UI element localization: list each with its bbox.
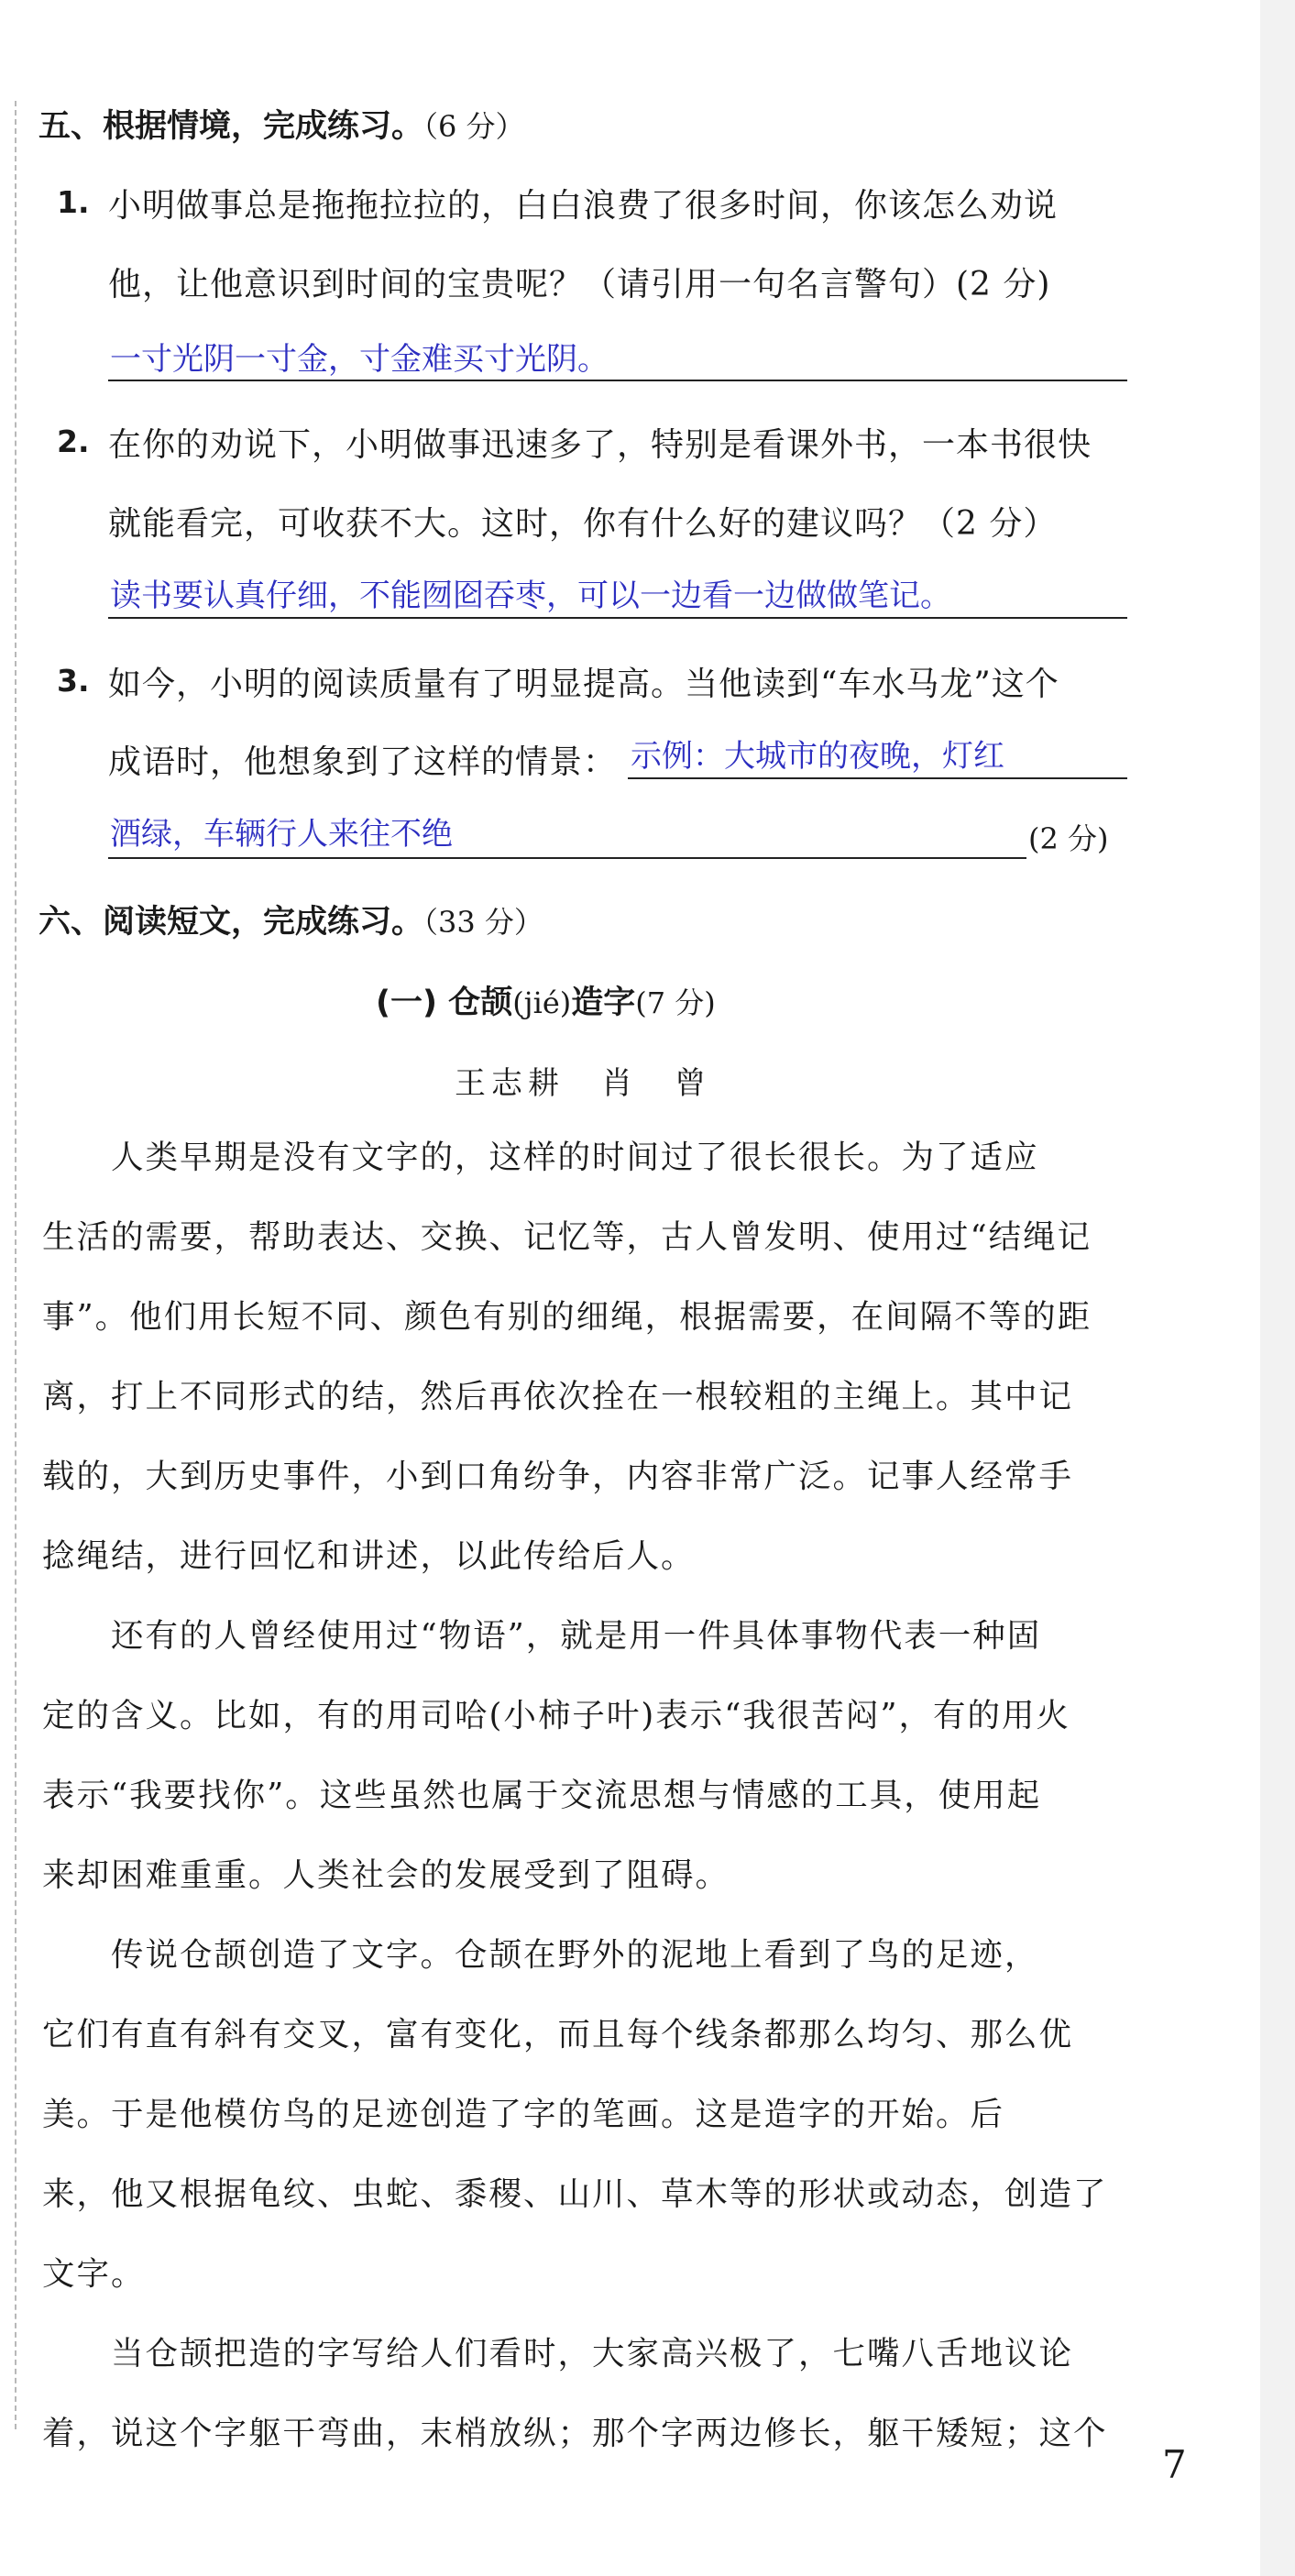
- passage-line: 传说仓颉创造了文字。仓颉在野外的泥地上看到了鸟的足迹，: [42, 1936, 1039, 1974]
- question-2-line-1: 在你的劝说下，小明做事迅速多了，特别是看课外书，一本书很快: [108, 426, 1092, 464]
- section-6-title: 六、阅读短文，完成练习。: [38, 904, 424, 941]
- question-2-answer[interactable]: 读书要认真仔细，不能囫囵吞枣，可以一边看一边做做笔记。: [110, 578, 951, 614]
- question-3-score: (2 分): [1028, 821, 1109, 856]
- section-5-heading: [38, 101, 525, 147]
- question-3-answer-part-2[interactable]: 酒绿，车辆行人来往不绝: [110, 816, 453, 853]
- question-2-answer-line: [108, 617, 1127, 619]
- question-3-number: 3.: [57, 663, 90, 699]
- question-2-line-2: 就能看完，可收获不大。这时，你有什么好的建议吗？（2 分）: [108, 505, 1058, 543]
- passage-line: 当仓颉把造的字写给人们看时，大家高兴极了，七嘴八舌地议论: [42, 2335, 1074, 2372]
- passage-line: 美。于是他模仿鸟的足迹创造了字的笔画。这是造字的开始。后: [42, 2096, 1005, 2133]
- passage-line: 载的，大到历史事件，小到口角纷争，内容非常广泛。记事人经常手: [42, 1458, 1074, 1495]
- page-number: 7: [1162, 2442, 1187, 2487]
- question-3-answer-line-2: [108, 857, 1026, 859]
- question-1-number: 1.: [57, 184, 90, 220]
- passage-line: 生活的需要，帮助表达、交换、记忆等，古人曾发明、使用过“结绳记: [42, 1218, 1092, 1256]
- question-1-line-2: 他，让他意识到时间的宝贵呢？（请引用一句名言警句）(2 分): [108, 266, 1051, 303]
- section-6-heading: [38, 897, 543, 942]
- passage-line: 人类早期是没有文字的，这样的时间过了很长很长。为了适应: [42, 1139, 1039, 1176]
- reading-score: (7 分): [635, 985, 716, 1020]
- question-1-answer-line: [108, 380, 1127, 381]
- passage-line: 离，打上不同形式的结，然后再依次拴在一根较粗的主绳上。其中记: [42, 1378, 1074, 1415]
- binding-margin-line: [15, 101, 16, 2429]
- question-2-number: 2.: [57, 424, 90, 459]
- passage-line: 事”。他们用长短不同、颜色有别的细绳，根据需要，在间隔不等的距: [42, 1298, 1092, 1336]
- question-1-line-1: 小明做事总是拖拖拉拉的，白白浪费了很多时间，你该怎么劝说: [108, 187, 1059, 225]
- reading-title-part-1: (一) 仓颉: [376, 985, 513, 1021]
- question-3-line-2: 成语时，他想象到了这样的情景：: [108, 743, 618, 781]
- passage-line: 捻绳结，进行回忆和讲述，以此传给后人。: [42, 1537, 696, 1575]
- passage-line: 它们有直有斜有交叉，富有变化，而且每个线条都那么均匀、那么优: [42, 2016, 1074, 2053]
- passage-line: 着，说这个字躯干弯曲，末梢放纵；那个字两边修长，躯干矮短；这个: [42, 2415, 1108, 2452]
- passage-line: 来却困难重重。人类社会的发展受到了阻碍。: [42, 1856, 730, 1894]
- section-5-title: 五、根据情境，完成练习。: [38, 108, 424, 145]
- passage-line: 定的含义。比如，有的用司哈(小柿子叶)表示“我很苦闷”，有的用火: [42, 1697, 1070, 1734]
- passage-line: 文字。: [42, 2255, 146, 2293]
- passage-line: 还有的人曾经使用过“物语”，就是用一件具体事物代表一种固: [42, 1617, 1042, 1655]
- reading-authors: 王志耕 肖 曾: [455, 1065, 711, 1102]
- question-3-answer-part-1[interactable]: 示例：大城市的夜晚，灯红: [631, 738, 1004, 775]
- reading-title-part-2: 造字: [571, 985, 636, 1021]
- section-5-score: （6 分）: [423, 109, 525, 144]
- question-3-line-1: 如今，小明的阅读质量有了明显提高。当他读到“车水马龙”这个: [108, 666, 1059, 703]
- reading-title-pinyin: (jié): [512, 985, 572, 1020]
- passage-line: 表示“我要找你”。这些虽然也属于交流思想与情感的工具，使用起: [42, 1777, 1042, 1814]
- question-3-answer-line-1: [628, 777, 1127, 779]
- section-6-score: （33 分）: [423, 905, 543, 940]
- question-1-answer[interactable]: 一寸光阴一寸金，寸金难买寸光阴。: [110, 341, 609, 378]
- reading-title: [376, 977, 716, 1023]
- passage-line: 来，他又根据龟纹、虫蛇、黍稷、山川、草木等的形状或动态，创造了: [42, 2175, 1108, 2213]
